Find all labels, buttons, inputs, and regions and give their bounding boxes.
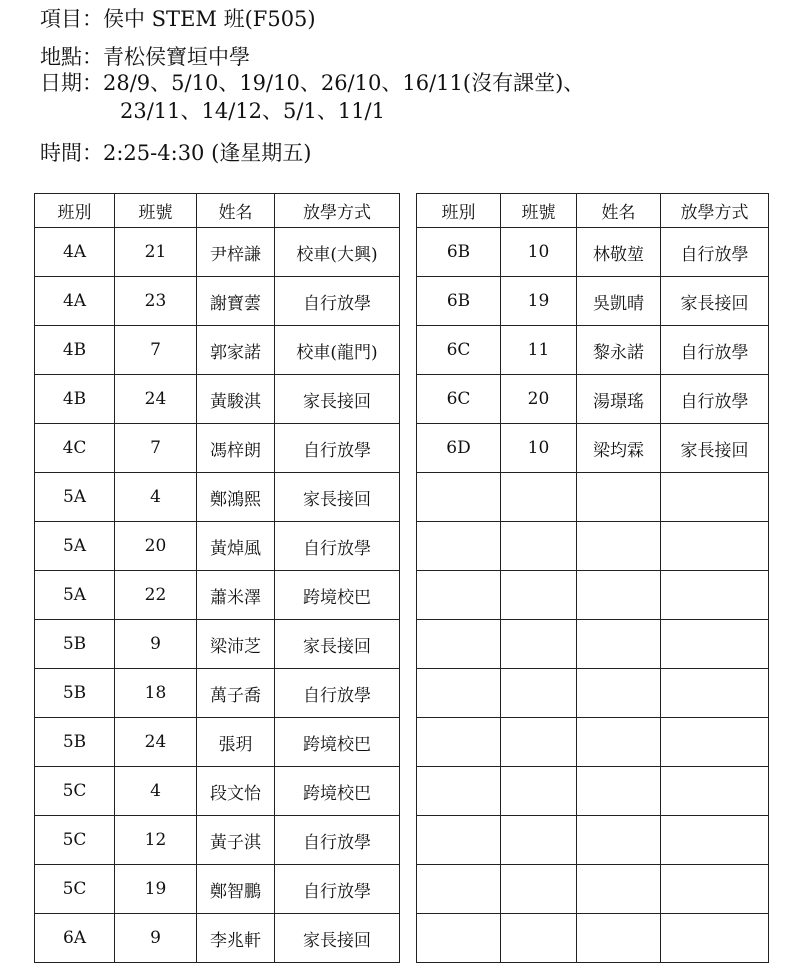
cell-number [501,767,577,816]
cell-name: 湯璟瑤 [577,375,661,424]
table-row [417,914,769,963]
cell-number: 24 [115,718,197,767]
cell-dismissal [661,865,769,914]
cell-dismissal [661,522,769,571]
table-row [417,522,769,571]
cell-number: 7 [115,424,197,473]
location-label: 地點： [40,45,103,69]
project-value: 侯中 STEM 班(F505) [103,7,316,31]
cell-class [417,718,501,767]
cell-name [577,865,661,914]
project-label: 項目： [40,7,103,31]
cell-class [417,865,501,914]
header-name: 姓名 [197,194,275,228]
roster-table-right [416,193,769,963]
cell-number: 9 [115,620,197,669]
cell-number: 4 [115,767,197,816]
cell-number [501,669,577,718]
cell-name: 黃焯風 [197,522,275,571]
cell-dismissal [661,914,769,963]
cell-dismissal: 校車(龍門) [275,326,400,375]
cell-name: 林敬堃 [577,228,661,277]
cell-dismissal: 家長接回 [275,473,400,522]
cell-name: 黃駿淇 [197,375,275,424]
cell-name: 謝寶蕓 [197,277,275,326]
cell-number: 20 [115,522,197,571]
cell-dismissal [661,571,769,620]
table-row [417,228,769,277]
table-row [417,473,769,522]
cell-number: 20 [501,375,577,424]
cell-class: 6B [417,277,501,326]
table-row [417,767,769,816]
project-line [40,6,316,32]
cell-class [417,767,501,816]
table-row [417,865,769,914]
cell-dismissal: 自行放學 [275,424,400,473]
cell-name: 張玥 [197,718,275,767]
cell-class: 4A [35,277,115,326]
cell-number: 21 [115,228,197,277]
cell-name: 吳凱晴 [577,277,661,326]
table-row [417,816,769,865]
cell-name [577,669,661,718]
cell-dismissal [661,473,769,522]
cell-dismissal [661,620,769,669]
table-row [35,669,400,718]
table-row [35,375,400,424]
header-dismissal: 放學方式 [661,194,769,228]
cell-dismissal: 家長接回 [275,375,400,424]
cell-name [577,914,661,963]
cell-number [501,473,577,522]
table-row [417,375,769,424]
dates-value-line2: 23/11、14/12、5/1、11/1 [120,99,385,123]
header-number: 班號 [501,194,577,228]
table-row [35,571,400,620]
cell-dismissal: 家長接回 [275,914,400,963]
cell-class: 5B [35,669,115,718]
cell-class [417,571,501,620]
time-line [40,140,311,166]
dates-line [40,70,585,123]
cell-dismissal: 家長接回 [661,424,769,473]
cell-number: 22 [115,571,197,620]
cell-number: 11 [501,326,577,375]
cell-name [577,620,661,669]
cell-dismissal: 跨境校巴 [275,767,400,816]
cell-name: 黎永諾 [577,326,661,375]
roster-table-left [34,193,400,963]
cell-class: 5A [35,522,115,571]
header-number: 班號 [115,194,197,228]
cell-class [417,816,501,865]
cell-class: 5C [35,816,115,865]
table-row [35,718,400,767]
time-value: 2:25-4:30 (逢星期五) [103,141,312,165]
cell-class [417,522,501,571]
table-row [35,424,400,473]
header-row [417,194,769,228]
cell-number [501,522,577,571]
cell-dismissal: 自行放學 [275,277,400,326]
table-row [35,522,400,571]
cell-name [577,473,661,522]
cell-number: 7 [115,326,197,375]
cell-class: 5C [35,767,115,816]
cell-name: 李兆軒 [197,914,275,963]
cell-class [417,914,501,963]
cell-name [577,767,661,816]
table-row [417,571,769,620]
table-row [417,669,769,718]
cell-number [501,571,577,620]
table-row [35,228,400,277]
cell-class [417,620,501,669]
cell-number: 10 [501,228,577,277]
cell-class: 4B [35,375,115,424]
cell-class: 6C [417,375,501,424]
cell-class: 4A [35,228,115,277]
cell-dismissal: 自行放學 [275,816,400,865]
location-line [40,44,250,70]
cell-dismissal: 自行放學 [275,865,400,914]
time-label: 時間： [40,141,103,165]
cell-dismissal [661,816,769,865]
header-class: 班別 [417,194,501,228]
cell-class: 5A [35,571,115,620]
cell-number [501,620,577,669]
cell-number [501,816,577,865]
cell-dismissal: 家長接回 [275,620,400,669]
table-row [35,277,400,326]
cell-class: 5A [35,473,115,522]
cell-number: 9 [115,914,197,963]
cell-name: 段文怡 [197,767,275,816]
cell-number: 23 [115,277,197,326]
cell-dismissal: 自行放學 [661,326,769,375]
cell-class: 4C [35,424,115,473]
cell-number [501,865,577,914]
dates-value-line1: 28/9、5/10、19/10、26/10、16/11(沒有課堂)、 [103,71,585,95]
cell-name: 鄭鴻熙 [197,473,275,522]
table-row [35,816,400,865]
cell-dismissal: 自行放學 [661,228,769,277]
cell-dismissal: 自行放學 [275,522,400,571]
cell-number: 4 [115,473,197,522]
cell-name [577,718,661,767]
table-row [417,620,769,669]
cell-number [501,914,577,963]
cell-class [417,669,501,718]
cell-class: 4B [35,326,115,375]
cell-name: 郭家諾 [197,326,275,375]
header-class: 班別 [35,194,115,228]
table-row [35,326,400,375]
cell-dismissal: 跨境校巴 [275,571,400,620]
cell-class: 6D [417,424,501,473]
cell-class: 6C [417,326,501,375]
location-value: 青松侯寶垣中學 [103,45,250,69]
cell-class: 5B [35,620,115,669]
cell-number: 10 [501,424,577,473]
cell-class: 5C [35,865,115,914]
table-row [35,914,400,963]
dates-label: 日期： [40,71,103,95]
cell-dismissal: 校車(大興) [275,228,400,277]
table-row [35,767,400,816]
cell-name [577,522,661,571]
cell-class: 5B [35,718,115,767]
table-row [417,326,769,375]
cell-dismissal: 家長接回 [661,277,769,326]
cell-name: 梁均霖 [577,424,661,473]
cell-number: 24 [115,375,197,424]
header-row [35,194,400,228]
header-name: 姓名 [577,194,661,228]
cell-name: 蕭米澤 [197,571,275,620]
table-row [417,718,769,767]
cell-dismissal: 自行放學 [661,375,769,424]
cell-name: 尹梓謙 [197,228,275,277]
table-row [35,620,400,669]
table-row [35,865,400,914]
cell-name: 馮梓朗 [197,424,275,473]
cell-name [577,816,661,865]
cell-number [501,718,577,767]
cell-name: 梁沛芝 [197,620,275,669]
cell-name: 萬子喬 [197,669,275,718]
cell-class [417,473,501,522]
cell-name [577,571,661,620]
cell-dismissal [661,718,769,767]
cell-name: 鄭智鵬 [197,865,275,914]
cell-dismissal: 跨境校巴 [275,718,400,767]
cell-dismissal [661,669,769,718]
cell-number: 18 [115,669,197,718]
cell-number: 19 [501,277,577,326]
header-dismissal: 放學方式 [275,194,400,228]
cell-number: 19 [115,865,197,914]
cell-number: 12 [115,816,197,865]
cell-class: 6B [417,228,501,277]
cell-class: 6A [35,914,115,963]
cell-name: 黃子淇 [197,816,275,865]
table-row [417,277,769,326]
cell-dismissal: 自行放學 [275,669,400,718]
cell-dismissal [661,767,769,816]
table-row [35,473,400,522]
table-row [417,424,769,473]
